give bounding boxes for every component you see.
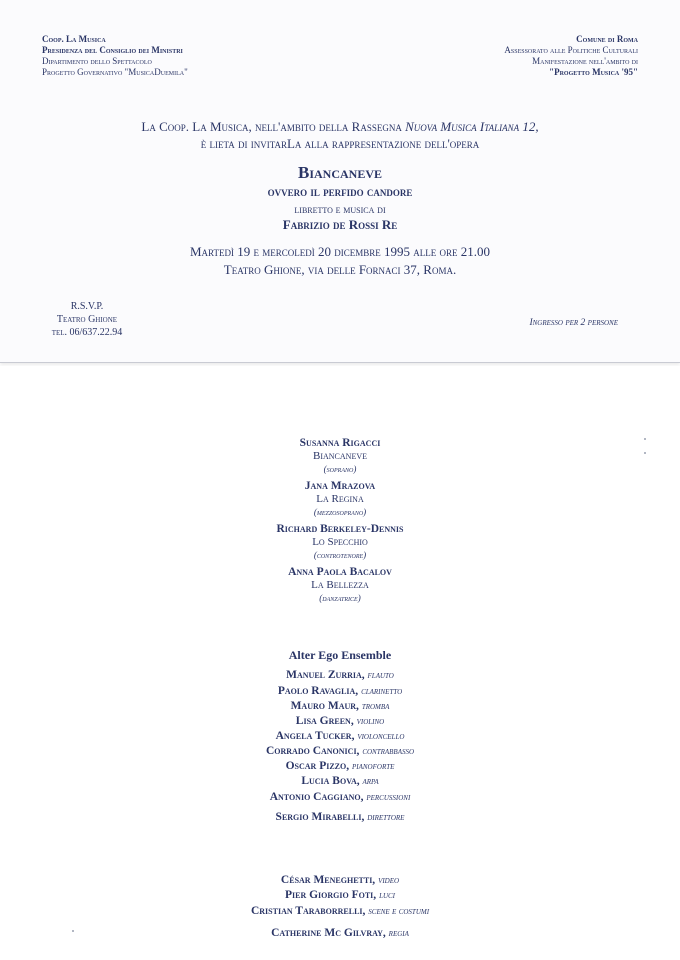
cast-name: Jana Mrazova [304, 480, 376, 492]
crew-role: video [378, 876, 400, 886]
intro-text [0, 118, 680, 152]
member-name: Antonio Caggiano, [269, 791, 364, 803]
member-name: Manuel Zurria, [286, 669, 365, 681]
member-name: Mauro Maur, [290, 700, 359, 712]
cast-role: La Bellezza [311, 579, 369, 591]
ensemble-member [0, 699, 680, 714]
header-right-line: Comune di Roma [576, 34, 638, 44]
opera-subtitle: ovvero il perfido candore [267, 184, 413, 199]
header-right-line: Assessorato alle Politiche Culturali [504, 45, 638, 55]
crew-role: luci [379, 891, 396, 901]
rsvp-line: Teatro Ghione [56, 314, 118, 325]
member-role: flauto [367, 671, 394, 681]
cast-voice: (mezzosoprano) [313, 507, 367, 517]
cast-name: Susanna Rigacci [299, 437, 381, 449]
regia-name: Catherine Mc Gilvray, [271, 927, 386, 939]
header-left-line: Presidenza del Consiglio dei Ministri [42, 45, 183, 55]
opera-author: Fabrizio de Rossi Re [282, 217, 398, 232]
member-role: violoncello [357, 732, 405, 742]
ensemble-member [0, 668, 680, 683]
invitation-card [0, 0, 680, 363]
member-name: Corrado Canonici, [265, 745, 360, 757]
cast-name: Richard Berkeley-Dennis [276, 523, 404, 535]
member-role: clarinetto [361, 687, 403, 697]
paper-speck [644, 438, 646, 440]
ensemble-title: Alter Ego Ensemble [288, 648, 392, 662]
header-left [42, 34, 188, 78]
crew-name: Cristian Taraborrelli, [250, 905, 366, 917]
cast-role: Lo Specchio [312, 536, 368, 548]
paper-speck [72, 930, 74, 932]
ensemble-member [0, 744, 680, 759]
ensemble-member [0, 774, 680, 789]
ensemble-member [0, 790, 680, 805]
member-role: percussioni [366, 793, 411, 803]
cast-entry [0, 522, 680, 561]
cast-name: Anna Paola Bacalov [288, 566, 392, 578]
ensemble-member [0, 714, 680, 729]
ensemble-member [0, 729, 680, 744]
cast-entry [0, 565, 680, 604]
rassegna-name: Nuova Musica Italiana 12, [405, 119, 539, 134]
rsvp-block [42, 300, 132, 339]
crew-name: Pier Giorgio Foti, [284, 889, 377, 901]
header-left-line: Coop. La Musica [42, 34, 106, 44]
cast-entry [0, 436, 680, 475]
ensemble-director [0, 810, 680, 825]
header-left-line: Dipartimento dello Spettacolo [42, 56, 152, 66]
cast-voice: (soprano) [323, 464, 357, 474]
opera-credit: libretto e musica di [294, 204, 386, 216]
performance-dates [0, 243, 680, 279]
regia-credit [0, 926, 680, 941]
rsvp-line: R.S.V.P. [70, 301, 104, 312]
member-role: pianoforte [352, 762, 395, 772]
cast-entry [0, 479, 680, 518]
member-role: arpa [362, 777, 379, 787]
paper-speck [644, 452, 646, 454]
header-right [504, 34, 638, 78]
dates-line2: Teatro Ghione, via delle Fornaci 37, Roma. [223, 262, 457, 277]
member-role: violino [356, 717, 385, 727]
member-role: contrabbasso [362, 747, 415, 757]
crew-member [0, 904, 680, 919]
crew-role: scene e costumi [368, 907, 430, 917]
member-name: Lucia Bova, [301, 775, 360, 787]
rsvp-line: tel. 06/637.22.94 [51, 327, 123, 338]
crew-name: César Meneghetti, [280, 874, 376, 886]
opera-title: Biancaneve [297, 163, 382, 182]
ingresso-note: Ingresso per 2 persone [529, 318, 618, 328]
member-role: tromba [361, 702, 390, 712]
header-right-line: Manifestazione nell'ambito di [532, 56, 638, 66]
director-name: Sergio Mirabelli, [275, 811, 365, 823]
dates-line1: Martedì 19 e mercoledì 20 dicembre 1995 alle ore 21.00 [189, 244, 490, 259]
cast-voice: (controtenore) [313, 550, 367, 560]
intro-line2: è lieta di invitarLa alla rappresentazione dell'opera [200, 136, 480, 151]
director-role: direttore [367, 813, 405, 823]
member-name: Paolo Ravaglia, [277, 685, 359, 697]
member-name: Oscar Pizzo, [285, 760, 350, 772]
ensemble-member [0, 684, 680, 699]
crew-member [0, 873, 680, 888]
cast-voice: (danzatrice) [319, 593, 361, 603]
member-name: Angela Tucker, [275, 730, 355, 742]
header-right-line: "Progetto Musica '95" [549, 67, 638, 77]
intro-line1: La Coop. La Musica, nell'ambito della Rassegna [141, 119, 406, 134]
member-name: Lisa Green, [295, 715, 354, 727]
header-left-line: Progetto Governativo "MusicaDuemila" [42, 67, 188, 77]
regia-role: regia [388, 929, 409, 939]
cast-role: Biancaneve [313, 450, 367, 462]
ensemble-member [0, 759, 680, 774]
crew-member [0, 888, 680, 903]
cast-role: La Regina [316, 493, 364, 505]
